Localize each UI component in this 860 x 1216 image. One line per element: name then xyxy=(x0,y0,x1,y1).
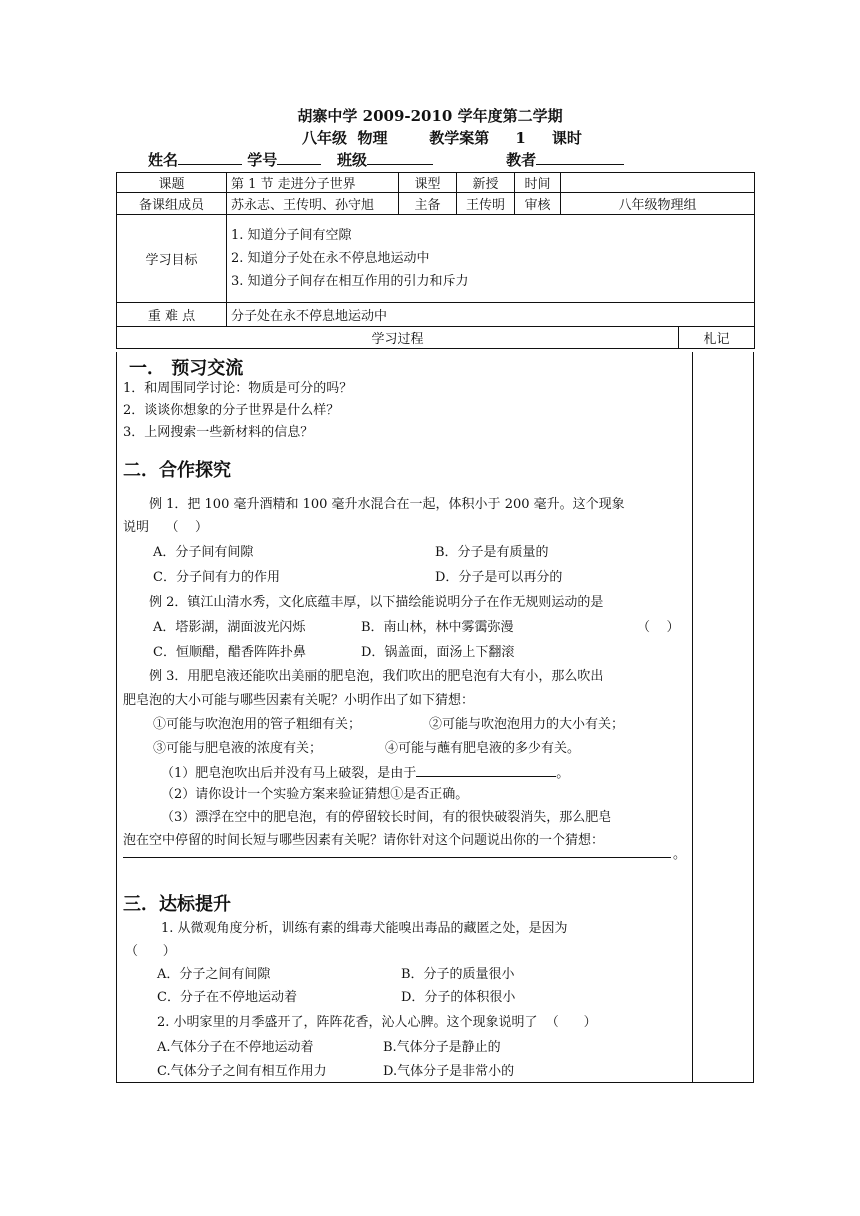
members-label: 备课组成员 xyxy=(117,193,227,215)
class-label: 班级 xyxy=(336,151,367,169)
name-label: 姓名 xyxy=(148,151,179,169)
type-label: 课型 xyxy=(399,173,457,193)
answer-blank[interactable] xyxy=(416,763,556,777)
goal-item: 3. 知道分子间存在相互作用的引力和斥力 xyxy=(231,274,469,289)
example3-text: 例 3．用肥皂液还能吹出美丽的肥皂泡，我们吹出的肥皂泡有大有小，那么吹出 xyxy=(149,669,604,684)
preview-item: 3．上网搜索一些新材料的信息？ xyxy=(123,425,314,440)
example1-text: 例 1．把 100 毫升酒精和 100 毫升水混合在一起，体积小于 200 毫升。这个现象 xyxy=(149,497,625,512)
example2-option-c: C．恒顺醋，醋香阵阵扑鼻 xyxy=(153,645,306,660)
section-preview-heading: 一． 预习交流 xyxy=(129,358,244,379)
lesson-info-table xyxy=(116,172,755,349)
example2-option-b: B．南山林，林中雾霭弥漫 xyxy=(361,620,514,635)
example3-q1-text: （1）肥皂泡吹出后并没有马上破裂，是由于 xyxy=(161,766,417,781)
question1-option-c: C．分子在不停地运动着 xyxy=(157,990,297,1005)
question2-option-d: D.气体分子是非常小的 xyxy=(383,1064,515,1079)
notes-column[interactable] xyxy=(690,352,754,1083)
example3-q2: （2）请你设计一个实验方案来验证猜想①是否正确。 xyxy=(161,787,469,802)
lead-label: 主备 xyxy=(399,193,457,215)
section-improve-heading: 三．达标提升 xyxy=(123,894,231,915)
example1-option-b: B．分子是有质量的 xyxy=(435,545,549,560)
preview-item: 2．谈谈你想象的分子世界是什么样？ xyxy=(123,403,340,418)
student-info-line xyxy=(148,150,624,170)
notes-label: 札记 xyxy=(679,327,755,349)
page-title: 胡寨中学 2009-2010 学年度第二学期 xyxy=(297,107,563,125)
guess-1: ①可能与吹泡泡用的管子粗细有关； xyxy=(153,717,362,732)
question1-paren: （ ） xyxy=(125,944,176,959)
question2-option-c: C.气体分子之间有相互作用力 xyxy=(157,1064,327,1079)
teacher-label: 教者 xyxy=(506,151,537,169)
review-label: 审核 xyxy=(515,193,561,215)
process-label: 学习过程 xyxy=(117,327,679,349)
members-value: 苏永志、王传明、孙守旭 xyxy=(227,193,399,215)
section-explore-heading: 二．合作探究 xyxy=(123,460,231,481)
type-value: 新授 xyxy=(457,173,515,193)
example2-option-d: D．锅盖面，面汤上下翻滚 xyxy=(361,645,515,660)
lesson-line: 八年级 物理 教学案第 1 课时 xyxy=(302,129,582,147)
example2-answer-paren: （ ） xyxy=(637,620,680,635)
example3-q1 xyxy=(161,763,569,783)
question1-text: 1. 从微观角度分析，训练有素的缉毒犬能嗅出毒品的藏匿之处，是因为 xyxy=(161,921,568,936)
key-value: 分子处在永不停息地运动中 xyxy=(227,303,755,327)
goals-label: 学习目标 xyxy=(117,215,227,303)
example1-option-d: D．分子是可以再分的 xyxy=(435,570,563,585)
guess-2: ②可能与吹泡泡用力的大小有关； xyxy=(429,717,625,732)
example2-text: 例 2．镇江山清水秀，文化底蕴丰厚，以下描绘能说明分子在作无规则运动的是 xyxy=(149,595,604,610)
question1-option-b: B．分子的质量很小 xyxy=(401,967,515,982)
key-label: 重 难 点 xyxy=(117,303,227,327)
goals-list xyxy=(227,215,755,303)
example1-option-a: A．分子间有间隙 xyxy=(153,545,254,560)
class-field[interactable] xyxy=(367,150,433,165)
guess-3: ③可能与肥皂液的浓度有关； xyxy=(153,741,323,756)
example3-text: 肥皂泡的大小可能与哪些因素有关呢？小明作出了如下猜想： xyxy=(123,693,475,708)
period: 。 xyxy=(556,766,570,781)
period: 。 xyxy=(673,847,687,862)
goal-item: 2. 知道分子处在永不停息地运动中 xyxy=(231,251,430,266)
id-field[interactable] xyxy=(277,150,321,165)
goal-item: 1. 知道分子间有空隙 xyxy=(231,228,352,243)
question2-option-a: A.气体分子在不停地运动着 xyxy=(157,1040,314,1055)
question1-option-d: D．分子的体积很小 xyxy=(401,990,516,1005)
example3-q3: 泡在空中停留的时间长短与哪些因素有关呢？请你针对这个问题说出你的一个猜想： xyxy=(123,833,605,848)
example1-text: 说明 （ ） xyxy=(123,520,209,535)
example1-option-c: C．分子间有力的作用 xyxy=(153,570,280,585)
name-field[interactable] xyxy=(178,150,242,165)
question2-option-b: B.气体分子是静止的 xyxy=(383,1040,501,1055)
review-value: 八年级物理组 xyxy=(561,193,755,215)
question2-text: 2. 小明家里的月季盛开了，阵阵花香，沁人心脾。这个现象说明了 （ ） xyxy=(157,1015,597,1030)
lead-value: 王传明 xyxy=(457,193,515,215)
id-label: 学号 xyxy=(247,151,278,169)
question1-option-a: A．分子之间有间隙 xyxy=(157,967,271,982)
topic-value: 第 1 节 走进分子世界 xyxy=(227,173,399,193)
guess-answer-line[interactable] xyxy=(123,844,671,858)
time-value[interactable] xyxy=(561,173,755,193)
guess-4: ④可能与蘸有肥皂液的多少有关。 xyxy=(385,741,581,756)
topic-label: 课题 xyxy=(117,173,227,193)
teacher-field[interactable] xyxy=(536,150,624,165)
example3-q3: （3）漂浮在空中的肥皂泡，有的停留较长时间，有的很快破裂消失，那么肥皂 xyxy=(161,810,612,825)
preview-item: 1．和周围同学讨论：物质是可分的吗？ xyxy=(123,381,353,396)
learning-process-area xyxy=(116,352,693,1083)
example2-option-a: A．塔影湖，湖面波光闪烁 xyxy=(153,620,306,635)
time-label: 时间 xyxy=(515,173,561,193)
